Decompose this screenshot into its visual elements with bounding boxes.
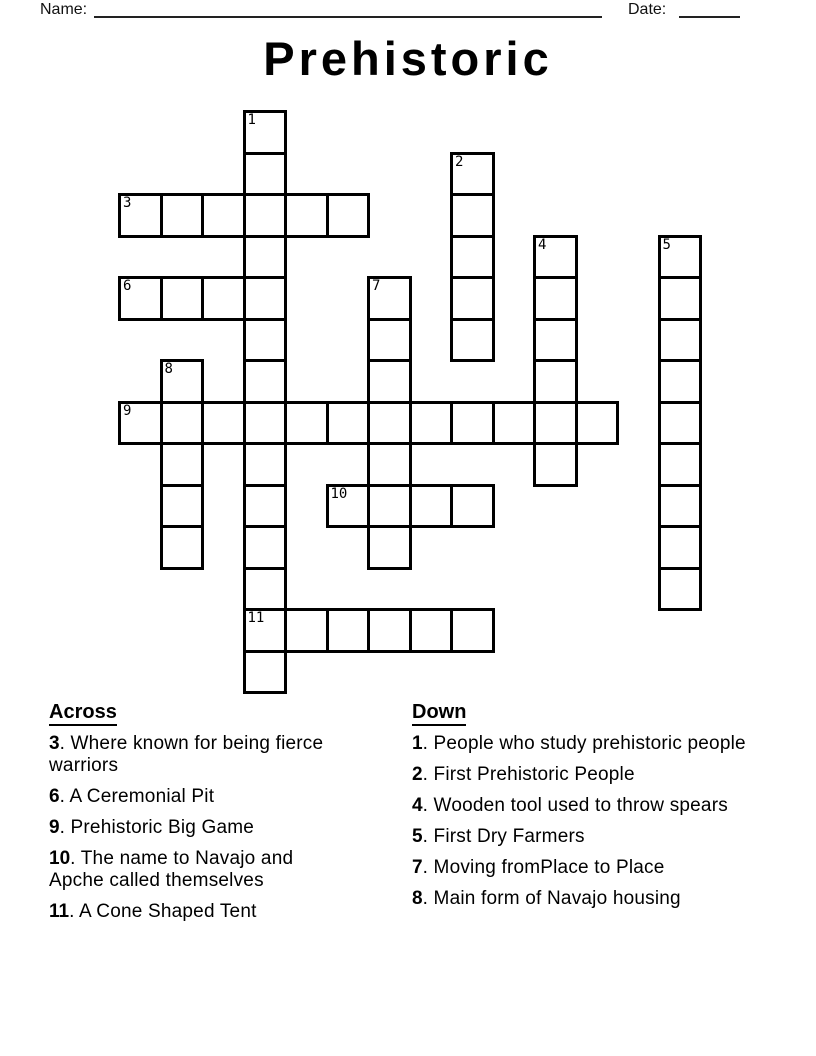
down-clue-8: 8. Main form of Navajo housing <box>412 888 681 909</box>
cell-number: 1 <box>247 112 256 128</box>
clue-number: 3 <box>49 733 60 754</box>
grid-cell[interactable] <box>450 235 495 280</box>
grid-cell[interactable] <box>450 401 495 446</box>
grid-cell[interactable] <box>450 276 495 321</box>
grid-cell[interactable] <box>409 401 454 446</box>
grid-cell[interactable] <box>243 608 288 653</box>
grid-cell[interactable] <box>243 235 288 280</box>
grid-cell[interactable] <box>367 525 412 570</box>
grid-cell[interactable] <box>160 525 205 570</box>
cell-number: 11 <box>247 610 265 626</box>
grid-cell[interactable] <box>243 318 288 363</box>
date-label: Date: <box>628 1 667 18</box>
grid-cell[interactable] <box>533 318 578 363</box>
across-clue-9: 9. Prehistoric Big Game <box>49 817 255 838</box>
grid-cell[interactable] <box>658 525 703 570</box>
cell-number: 10 <box>330 485 348 502</box>
cell-number: 4 <box>538 236 547 253</box>
clue-number: 7 <box>412 857 423 878</box>
grid-cell[interactable] <box>326 608 371 653</box>
grid-cell[interactable] <box>326 484 371 529</box>
grid-cell[interactable] <box>409 484 454 529</box>
grid-cell[interactable] <box>367 401 412 446</box>
grid-cell[interactable] <box>367 318 412 363</box>
grid-cell[interactable] <box>160 276 205 321</box>
grid-cell[interactable] <box>118 401 163 446</box>
grid-cell[interactable] <box>118 276 163 321</box>
grid-cell[interactable] <box>450 608 495 653</box>
grid-cell[interactable] <box>243 525 288 570</box>
across-clues-section <box>49 701 329 932</box>
grid-cell[interactable] <box>367 276 412 321</box>
grid-cell[interactable] <box>326 193 371 238</box>
grid-cell[interactable] <box>658 484 703 529</box>
grid-cell[interactable] <box>243 359 288 404</box>
grid-cell[interactable] <box>658 401 703 446</box>
grid-cell[interactable] <box>367 442 412 487</box>
grid-cell[interactable] <box>658 318 703 363</box>
name-blank-line <box>94 16 602 18</box>
down-clue-1: 1. People who study prehistoric people <box>412 733 746 754</box>
grid-cell[interactable] <box>367 608 412 653</box>
grid-cell[interactable] <box>284 193 329 238</box>
down-clue-5: 5. First Dry Farmers <box>412 826 585 847</box>
grid-cell[interactable] <box>243 484 288 529</box>
clue-number: 2 <box>412 764 423 785</box>
grid-cell[interactable] <box>450 318 495 363</box>
cell-number: 5 <box>662 236 671 253</box>
across-clue-6: 6. A Ceremonial Pit <box>49 786 215 807</box>
across-heading: Across <box>49 701 117 726</box>
grid-cell[interactable] <box>658 567 703 612</box>
date-blank-line <box>679 16 740 18</box>
grid-cell[interactable] <box>450 152 495 197</box>
grid-cell[interactable] <box>658 276 703 321</box>
grid-cell[interactable] <box>160 193 205 238</box>
grid-cell[interactable] <box>658 359 703 404</box>
grid-cell[interactable] <box>533 359 578 404</box>
clue-number: 4 <box>412 795 423 816</box>
grid-cell[interactable] <box>409 608 454 653</box>
grid-cell[interactable] <box>533 442 578 487</box>
grid-cell[interactable] <box>658 442 703 487</box>
grid-cell[interactable] <box>367 484 412 529</box>
grid-cell[interactable] <box>658 235 703 280</box>
down-clue-4: 4. Wooden tool used to throw spears <box>412 795 728 816</box>
clue-number: 5 <box>412 826 423 847</box>
grid-cell[interactable] <box>243 401 288 446</box>
cell-number: 6 <box>123 278 132 294</box>
down-heading: Down <box>412 701 466 726</box>
grid-cell[interactable] <box>160 484 205 529</box>
down-clue-2: 2. First Prehistoric People <box>412 764 635 785</box>
cell-number: 7 <box>372 278 381 294</box>
name-label: Name: <box>40 1 88 18</box>
across-clue-11: 11. A Cone Shaped Tent <box>49 901 257 922</box>
clue-number: 1 <box>412 733 423 754</box>
grid-cell[interactable] <box>243 567 288 612</box>
clue-number: 6 <box>49 786 60 807</box>
grid-cell[interactable] <box>284 608 329 653</box>
grid-cell[interactable] <box>284 401 329 446</box>
grid-cell[interactable] <box>160 359 205 404</box>
grid-cell[interactable] <box>367 359 412 404</box>
grid-cell[interactable] <box>243 152 288 197</box>
grid-cell[interactable] <box>118 193 163 238</box>
across-clue-10: 10. The name to Navajo and Apche called themselves <box>49 848 294 891</box>
puzzle-title: Prehistoric <box>263 32 553 85</box>
grid-cell[interactable] <box>533 235 578 280</box>
grid-cell[interactable] <box>201 401 246 446</box>
grid-cell[interactable] <box>243 193 288 238</box>
cell-number: 9 <box>123 402 132 419</box>
across-clue-3: 3. Where known for being fierce warriors <box>49 733 324 776</box>
clue-number: 8 <box>412 888 423 909</box>
grid-cell[interactable] <box>575 401 620 446</box>
down-clue-list <box>412 733 752 910</box>
grid-cell[interactable] <box>160 401 205 446</box>
down-clues-section <box>412 701 752 919</box>
grid-cell[interactable] <box>243 442 288 487</box>
clue-number: 11 <box>49 901 70 922</box>
grid-cell[interactable] <box>533 401 578 446</box>
cell-number: 8 <box>164 361 173 377</box>
grid-cell[interactable] <box>160 442 205 487</box>
cell-number: 3 <box>123 195 132 211</box>
grid-cell[interactable] <box>243 276 288 321</box>
clue-number: 10 <box>49 848 71 869</box>
grid-cell[interactable] <box>243 650 288 695</box>
grid-cell[interactable] <box>450 484 495 529</box>
grid-cell[interactable] <box>201 193 246 238</box>
down-clue-7: 7. Moving fromPlace to Place <box>412 857 665 878</box>
grid-cell[interactable] <box>450 193 495 238</box>
grid-cell[interactable] <box>492 401 537 446</box>
grid-cell[interactable] <box>326 401 371 446</box>
grid-cell[interactable] <box>201 276 246 321</box>
cell-number: 2 <box>455 153 464 170</box>
clue-number: 9 <box>49 817 60 838</box>
across-clue-list <box>49 733 329 923</box>
grid-cell[interactable] <box>243 110 288 155</box>
grid-cell[interactable] <box>533 276 578 321</box>
